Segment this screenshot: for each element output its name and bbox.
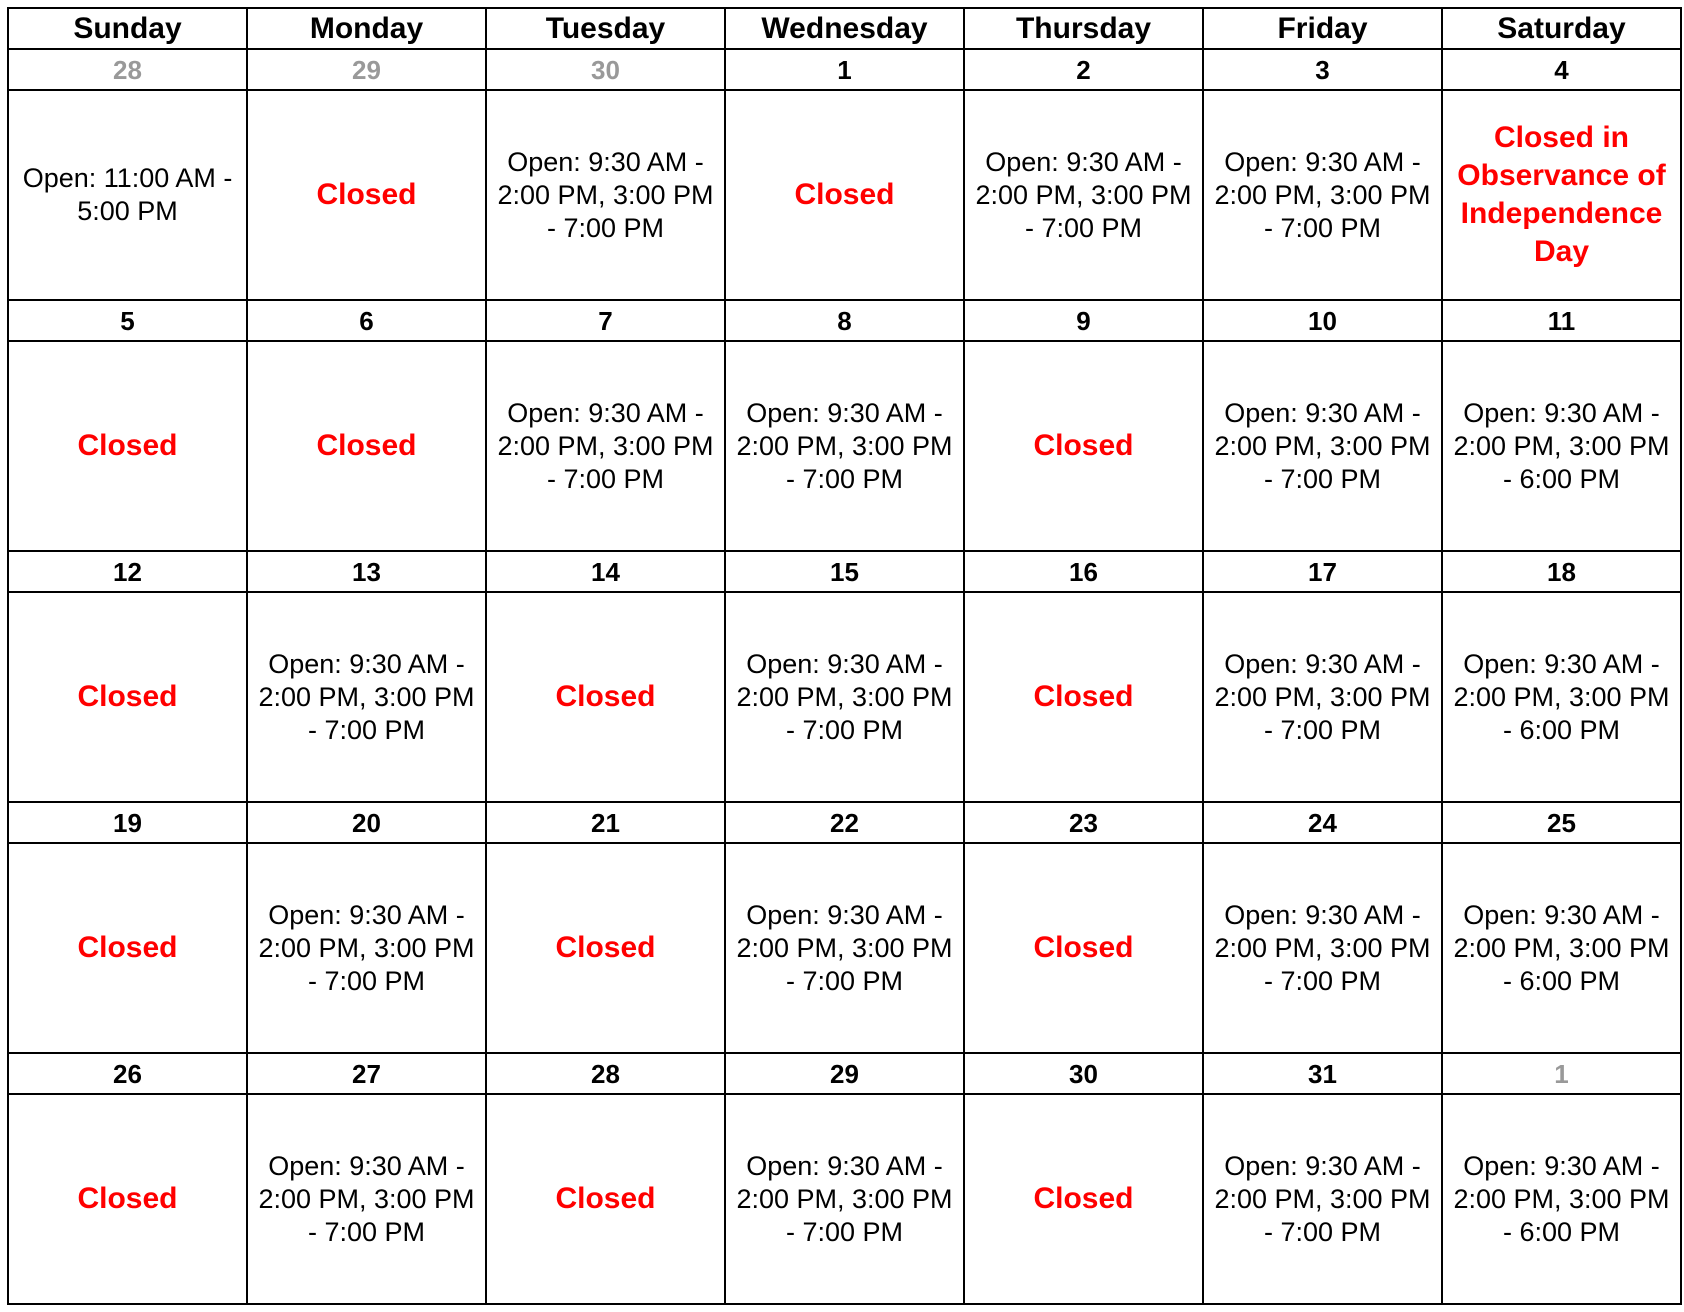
weekday-header-row [8, 8, 1681, 49]
weekday-header: Saturday [1442, 8, 1681, 49]
open-hours-cell: Open: 11:00 AM - 5:00 PM [8, 90, 247, 300]
calendar-body [8, 49, 1681, 1304]
date-number: 31 [1203, 1053, 1442, 1094]
closed-status-cell: Closed [964, 1094, 1203, 1304]
date-number: 14 [486, 551, 725, 592]
date-number: 9 [964, 300, 1203, 341]
date-number: 1 [725, 49, 964, 90]
date-number-other-month: 29 [247, 49, 486, 90]
closed-status-cell: Closed [964, 341, 1203, 551]
date-number: 16 [964, 551, 1203, 592]
date-number: 10 [1203, 300, 1442, 341]
open-hours-cell: Open: 9:30 AM - 2:00 PM, 3:00 PM - 7:00 PM [725, 1094, 964, 1304]
calendar-grid [7, 7, 1682, 1305]
date-number-other-month: 28 [8, 49, 247, 90]
date-number: 22 [725, 802, 964, 843]
date-row [8, 551, 1681, 592]
open-hours-cell: Open: 9:30 AM - 2:00 PM, 3:00 PM - 7:00 PM [486, 341, 725, 551]
date-number: 3 [1203, 49, 1442, 90]
weekday-header: Friday [1203, 8, 1442, 49]
open-hours-cell: Open: 9:30 AM - 2:00 PM, 3:00 PM - 7:00 PM [725, 843, 964, 1053]
hours-row [8, 341, 1681, 551]
date-number: 12 [8, 551, 247, 592]
date-number-other-month: 1 [1442, 1053, 1681, 1094]
closed-status-cell: Closed [964, 843, 1203, 1053]
date-number: 29 [725, 1053, 964, 1094]
date-number: 11 [1442, 300, 1681, 341]
weekday-header: Wednesday [725, 8, 964, 49]
date-number: 15 [725, 551, 964, 592]
closed-status-cell: Closed in Observance of Independence Day [1442, 90, 1681, 300]
date-number: 13 [247, 551, 486, 592]
closed-status-cell: Closed [486, 592, 725, 802]
date-number: 2 [964, 49, 1203, 90]
open-hours-cell: Open: 9:30 AM - 2:00 PM, 3:00 PM - 6:00 PM [1442, 1094, 1681, 1304]
date-number: 24 [1203, 802, 1442, 843]
date-number: 7 [486, 300, 725, 341]
closed-status-cell: Closed [486, 1094, 725, 1304]
open-hours-cell: Open: 9:30 AM - 2:00 PM, 3:00 PM - 7:00 PM [247, 843, 486, 1053]
open-hours-cell: Open: 9:30 AM - 2:00 PM, 3:00 PM - 7:00 PM [1203, 592, 1442, 802]
closed-status-cell: Closed [247, 90, 486, 300]
date-row [8, 802, 1681, 843]
open-hours-cell: Open: 9:30 AM - 2:00 PM, 3:00 PM - 6:00 PM [1442, 843, 1681, 1053]
open-hours-cell: Open: 9:30 AM - 2:00 PM, 3:00 PM - 7:00 PM [1203, 843, 1442, 1053]
date-number: 8 [725, 300, 964, 341]
date-number: 28 [486, 1053, 725, 1094]
date-number: 30 [964, 1053, 1203, 1094]
open-hours-cell: Open: 9:30 AM - 2:00 PM, 3:00 PM - 7:00 PM [725, 341, 964, 551]
date-number: 23 [964, 802, 1203, 843]
open-hours-cell: Open: 9:30 AM - 2:00 PM, 3:00 PM - 7:00 PM [1203, 341, 1442, 551]
weekday-header: Sunday [8, 8, 247, 49]
open-hours-cell: Open: 9:30 AM - 2:00 PM, 3:00 PM - 7:00 PM [1203, 90, 1442, 300]
date-number: 17 [1203, 551, 1442, 592]
closed-status-cell: Closed [247, 341, 486, 551]
date-row [8, 300, 1681, 341]
hours-row [8, 90, 1681, 300]
date-number-other-month: 30 [486, 49, 725, 90]
open-hours-cell: Open: 9:30 AM - 2:00 PM, 3:00 PM - 6:00 PM [1442, 341, 1681, 551]
date-row [8, 49, 1681, 90]
date-number: 27 [247, 1053, 486, 1094]
closed-status-cell: Closed [8, 1094, 247, 1304]
date-number: 20 [247, 802, 486, 843]
closed-status-cell: Closed [8, 341, 247, 551]
date-row [8, 1053, 1681, 1094]
open-hours-cell: Open: 9:30 AM - 2:00 PM, 3:00 PM - 6:00 PM [1442, 592, 1681, 802]
date-number: 4 [1442, 49, 1681, 90]
hours-row [8, 592, 1681, 802]
date-number: 25 [1442, 802, 1681, 843]
weekday-header: Tuesday [486, 8, 725, 49]
open-hours-cell: Open: 9:30 AM - 2:00 PM, 3:00 PM - 7:00 PM [247, 1094, 486, 1304]
weekday-header: Thursday [964, 8, 1203, 49]
closed-status-cell: Closed [8, 843, 247, 1053]
date-number: 26 [8, 1053, 247, 1094]
closed-status-cell: Closed [486, 843, 725, 1053]
open-hours-cell: Open: 9:30 AM - 2:00 PM, 3:00 PM - 7:00 PM [1203, 1094, 1442, 1304]
open-hours-cell: Open: 9:30 AM - 2:00 PM, 3:00 PM - 7:00 PM [725, 592, 964, 802]
closed-status-cell: Closed [964, 592, 1203, 802]
date-number: 18 [1442, 551, 1681, 592]
open-hours-cell: Open: 9:30 AM - 2:00 PM, 3:00 PM - 7:00 PM [247, 592, 486, 802]
weekday-header: Monday [247, 8, 486, 49]
date-number: 19 [8, 802, 247, 843]
closed-status-cell: Closed [725, 90, 964, 300]
hours-row [8, 1094, 1681, 1304]
hours-row [8, 843, 1681, 1053]
open-hours-cell: Open: 9:30 AM - 2:00 PM, 3:00 PM - 7:00 PM [486, 90, 725, 300]
date-number: 21 [486, 802, 725, 843]
date-number: 5 [8, 300, 247, 341]
closed-status-cell: Closed [8, 592, 247, 802]
date-number: 6 [247, 300, 486, 341]
open-hours-cell: Open: 9:30 AM - 2:00 PM, 3:00 PM - 7:00 PM [964, 90, 1203, 300]
